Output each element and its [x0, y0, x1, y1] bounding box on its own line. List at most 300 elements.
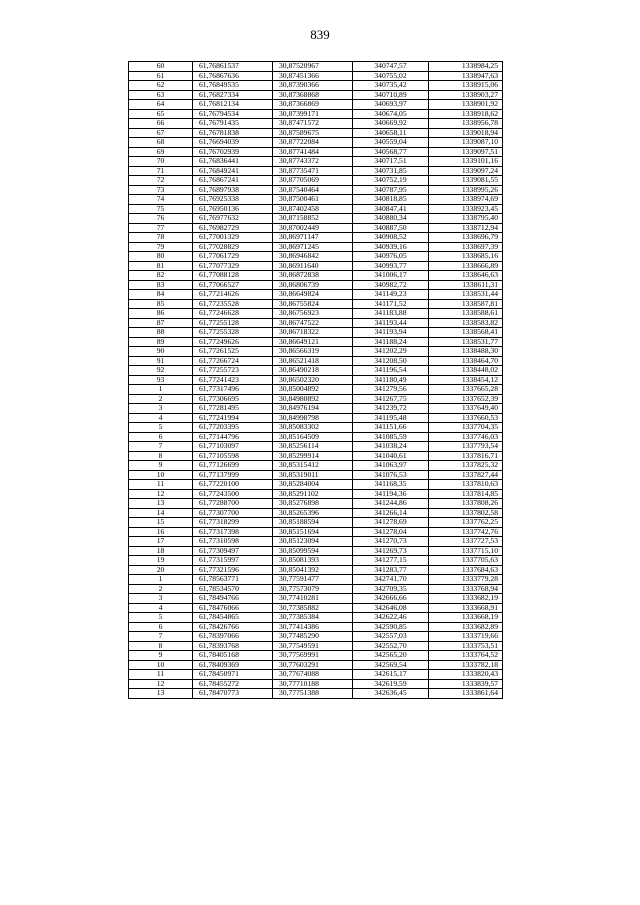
point-number-cell: 77 — [129, 223, 193, 233]
longitude-cell: 30,86747522 — [273, 318, 353, 328]
y-coordinate-cell: 1339097,51 — [429, 147, 503, 157]
longitude-cell: 30,86502320 — [273, 375, 353, 385]
table-row — [129, 613, 503, 623]
x-coordinate-cell: 341151,66 — [353, 423, 429, 433]
table-row — [129, 138, 503, 148]
x-coordinate-cell: 341202,29 — [353, 347, 429, 357]
x-coordinate-cell: 341283,77 — [353, 565, 429, 575]
x-coordinate-cell: 341038,24 — [353, 442, 429, 452]
latitude-cell: 61,78405168 — [193, 651, 273, 661]
latitude-cell: 61,76982729 — [193, 223, 273, 233]
point-number-cell: 12 — [129, 489, 193, 499]
y-coordinate-cell: 1333719,66 — [429, 632, 503, 642]
table-row — [129, 385, 503, 395]
table-row — [129, 318, 503, 328]
point-number-cell: 73 — [129, 185, 193, 195]
point-number-cell: 91 — [129, 356, 193, 366]
point-number-cell: 76 — [129, 214, 193, 224]
latitude-cell: 61,77028829 — [193, 242, 273, 252]
y-coordinate-cell: 1338646,63 — [429, 271, 503, 281]
latitude-cell: 61,77318299 — [193, 518, 273, 528]
table-row — [129, 223, 503, 233]
latitude-cell: 61,77306695 — [193, 394, 273, 404]
y-coordinate-cell: 1338464,70 — [429, 356, 503, 366]
table-row — [129, 527, 503, 537]
point-number-cell: 20 — [129, 565, 193, 575]
table-row — [129, 641, 503, 651]
longitude-cell: 30,85083302 — [273, 423, 353, 433]
page-number: 839 — [310, 27, 330, 42]
x-coordinate-cell: 341180,49 — [353, 375, 429, 385]
longitude-cell: 30,85004892 — [273, 385, 353, 395]
latitude-cell: 61,76897938 — [193, 185, 273, 195]
latitude-cell: 61,78393768 — [193, 641, 273, 651]
y-coordinate-cell: 1338685,16 — [429, 252, 503, 262]
point-number-cell: 6 — [129, 622, 193, 632]
x-coordinate-cell: 342565,20 — [353, 651, 429, 661]
coordinates-table — [128, 61, 503, 699]
x-coordinate-cell: 341270,73 — [353, 537, 429, 547]
y-coordinate-cell: 1338568,41 — [429, 328, 503, 338]
latitude-cell: 61,78455272 — [193, 679, 273, 689]
longitude-cell: 30,85276898 — [273, 499, 353, 509]
latitude-cell: 61,77261525 — [193, 347, 273, 357]
longitude-cell: 30,87471572 — [273, 119, 353, 129]
table-row — [129, 660, 503, 670]
table-row — [129, 337, 503, 347]
longitude-cell: 30,87735471 — [273, 166, 353, 176]
y-coordinate-cell: 1333779,28 — [429, 575, 503, 585]
longitude-cell: 30,87368868 — [273, 90, 353, 100]
point-number-cell: 10 — [129, 660, 193, 670]
x-coordinate-cell: 340755,02 — [353, 71, 429, 81]
table-row — [129, 233, 503, 243]
table-row — [129, 176, 503, 186]
longitude-cell: 30,87366869 — [273, 100, 353, 110]
table-row — [129, 214, 503, 224]
point-number-cell: 11 — [129, 480, 193, 490]
y-coordinate-cell: 1339081,55 — [429, 176, 503, 186]
latitude-cell: 61,77309497 — [193, 546, 273, 556]
longitude-cell: 30,86756923 — [273, 309, 353, 319]
point-number-cell: 78 — [129, 233, 193, 243]
x-coordinate-cell: 341193,44 — [353, 318, 429, 328]
table-row — [129, 489, 503, 499]
table-row — [129, 679, 503, 689]
x-coordinate-cell: 340658,11 — [353, 128, 429, 138]
x-coordinate-cell: 340880,34 — [353, 214, 429, 224]
latitude-cell: 61,78426766 — [193, 622, 273, 632]
point-number-cell: 70 — [129, 157, 193, 167]
y-coordinate-cell: 1337684,63 — [429, 565, 503, 575]
point-number-cell: 8 — [129, 451, 193, 461]
point-number-cell: 6 — [129, 432, 193, 442]
table-row — [129, 280, 503, 290]
y-coordinate-cell: 1338696,79 — [429, 233, 503, 243]
point-number-cell: 19 — [129, 556, 193, 566]
table-row — [129, 252, 503, 262]
y-coordinate-cell: 1338903,27 — [429, 90, 503, 100]
table-row — [129, 81, 503, 91]
x-coordinate-cell: 340982,72 — [353, 280, 429, 290]
latitude-cell: 61,77266724 — [193, 356, 273, 366]
latitude-cell: 61,77144796 — [193, 432, 273, 442]
point-number-cell: 75 — [129, 204, 193, 214]
table-row — [129, 185, 503, 195]
x-coordinate-cell: 340976,05 — [353, 252, 429, 262]
table-row — [129, 119, 503, 129]
y-coordinate-cell: 1333668,19 — [429, 613, 503, 623]
y-coordinate-cell: 1337649,40 — [429, 404, 503, 414]
latitude-cell: 61,77249626 — [193, 337, 273, 347]
point-number-cell: 90 — [129, 347, 193, 357]
x-coordinate-cell: 340559,04 — [353, 138, 429, 148]
point-number-cell: 82 — [129, 271, 193, 281]
y-coordinate-cell: 1338918,62 — [429, 109, 503, 119]
longitude-cell: 30,85291102 — [273, 489, 353, 499]
latitude-cell: 61,78563771 — [193, 575, 273, 585]
longitude-cell: 30,86649121 — [273, 337, 353, 347]
longitude-cell: 30,87500461 — [273, 195, 353, 205]
x-coordinate-cell: 341239,72 — [353, 404, 429, 414]
latitude-cell: 61,78494766 — [193, 594, 273, 604]
table-row — [129, 309, 503, 319]
longitude-cell: 30,77485290 — [273, 632, 353, 642]
longitude-cell: 30,85099594 — [273, 546, 353, 556]
longitude-cell: 30,87741484 — [273, 147, 353, 157]
longitude-cell: 30,77591477 — [273, 575, 353, 585]
y-coordinate-cell: 1337660,53 — [429, 413, 503, 423]
y-coordinate-cell: 1337727,53 — [429, 537, 503, 547]
longitude-cell: 30,85188594 — [273, 518, 353, 528]
y-coordinate-cell: 1338666,89 — [429, 261, 503, 271]
x-coordinate-cell: 340735,42 — [353, 81, 429, 91]
x-coordinate-cell: 341195,48 — [353, 413, 429, 423]
table-row — [129, 71, 503, 81]
latitude-cell: 61,77203395 — [193, 423, 273, 433]
x-coordinate-cell: 342590,85 — [353, 622, 429, 632]
longitude-cell: 30,86971147 — [273, 233, 353, 243]
latitude-cell: 61,76694039 — [193, 138, 273, 148]
longitude-cell: 30,86806739 — [273, 280, 353, 290]
latitude-cell: 61,77066527 — [193, 280, 273, 290]
latitude-cell: 61,77001329 — [193, 233, 273, 243]
longitude-cell: 30,86649824 — [273, 290, 353, 300]
x-coordinate-cell: 340908,52 — [353, 233, 429, 243]
table-row — [129, 128, 503, 138]
longitude-cell: 30,87520967 — [273, 62, 353, 72]
latitude-cell: 61,77321596 — [193, 565, 273, 575]
latitude-cell: 61,76925338 — [193, 195, 273, 205]
x-coordinate-cell: 341085,59 — [353, 432, 429, 442]
table-row — [129, 290, 503, 300]
x-coordinate-cell: 342636,45 — [353, 689, 429, 699]
point-number-cell: 61 — [129, 71, 193, 81]
x-coordinate-cell: 341277,15 — [353, 556, 429, 566]
y-coordinate-cell: 1338984,25 — [429, 62, 503, 72]
latitude-cell: 61,76849241 — [193, 166, 273, 176]
table-row — [129, 546, 503, 556]
point-number-cell: 72 — [129, 176, 193, 186]
longitude-cell: 30,84998798 — [273, 413, 353, 423]
longitude-cell: 30,77549591 — [273, 641, 353, 651]
y-coordinate-cell: 1333682,19 — [429, 594, 503, 604]
y-coordinate-cell: 1337793,54 — [429, 442, 503, 452]
x-coordinate-cell: 340731,85 — [353, 166, 429, 176]
x-coordinate-cell: 341267,75 — [353, 394, 429, 404]
table-row — [129, 271, 503, 281]
table-row — [129, 62, 503, 72]
y-coordinate-cell: 1337810,63 — [429, 480, 503, 490]
x-coordinate-cell: 341183,88 — [353, 309, 429, 319]
latitude-cell: 61,76867241 — [193, 176, 273, 186]
point-number-cell: 62 — [129, 81, 193, 91]
latitude-cell: 61,76836441 — [193, 157, 273, 167]
latitude-cell: 61,76977632 — [193, 214, 273, 224]
table-row — [129, 632, 503, 642]
table-row — [129, 109, 503, 119]
latitude-cell: 61,77214626 — [193, 290, 273, 300]
y-coordinate-cell: 1339087,10 — [429, 138, 503, 148]
point-number-cell: 80 — [129, 252, 193, 262]
longitude-cell: 30,87540464 — [273, 185, 353, 195]
longitude-cell: 30,86566319 — [273, 347, 353, 357]
table-row — [129, 575, 503, 585]
x-coordinate-cell: 341171,52 — [353, 299, 429, 309]
y-coordinate-cell: 1338611,31 — [429, 280, 503, 290]
latitude-cell: 61,77061729 — [193, 252, 273, 262]
longitude-cell: 30,85299914 — [273, 451, 353, 461]
y-coordinate-cell: 1338587,81 — [429, 299, 503, 309]
latitude-cell: 61,76950136 — [193, 204, 273, 214]
y-coordinate-cell: 1337816,71 — [429, 451, 503, 461]
table-row — [129, 166, 503, 176]
table-row — [129, 423, 503, 433]
point-number-cell: 1 — [129, 385, 193, 395]
longitude-cell: 30,77674088 — [273, 670, 353, 680]
y-coordinate-cell: 1338923,45 — [429, 204, 503, 214]
y-coordinate-cell: 1338588,61 — [429, 309, 503, 319]
latitude-cell: 61,77243500 — [193, 489, 273, 499]
point-number-cell: 8 — [129, 641, 193, 651]
table-row — [129, 413, 503, 423]
y-coordinate-cell: 1338974,69 — [429, 195, 503, 205]
longitude-cell: 30,86872838 — [273, 271, 353, 281]
longitude-cell: 30,85123094 — [273, 537, 353, 547]
latitude-cell: 61,76702939 — [193, 147, 273, 157]
table-row — [129, 622, 503, 632]
y-coordinate-cell: 1337746,03 — [429, 432, 503, 442]
point-number-cell: 9 — [129, 651, 193, 661]
x-coordinate-cell: 341269,73 — [353, 546, 429, 556]
point-number-cell: 17 — [129, 537, 193, 547]
y-coordinate-cell: 1338454,12 — [429, 375, 503, 385]
x-coordinate-cell: 342569,54 — [353, 660, 429, 670]
point-number-cell: 69 — [129, 147, 193, 157]
latitude-cell: 61,77126699 — [193, 461, 273, 471]
table-row — [129, 461, 503, 471]
table-row — [129, 432, 503, 442]
point-number-cell: 67 — [129, 128, 193, 138]
latitude-cell: 61,76812134 — [193, 100, 273, 110]
x-coordinate-cell: 342557,03 — [353, 632, 429, 642]
longitude-cell: 30,77751388 — [273, 689, 353, 699]
x-coordinate-cell: 341193,94 — [353, 328, 429, 338]
point-number-cell: 74 — [129, 195, 193, 205]
table-row — [129, 261, 503, 271]
point-number-cell: 93 — [129, 375, 193, 385]
table-row — [129, 651, 503, 661]
latitude-cell: 61,77105598 — [193, 451, 273, 461]
table-row — [129, 100, 503, 110]
longitude-cell: 30,87743372 — [273, 157, 353, 167]
x-coordinate-cell: 340717,51 — [353, 157, 429, 167]
y-coordinate-cell: 1333782,18 — [429, 660, 503, 670]
y-coordinate-cell: 1338901,92 — [429, 100, 503, 110]
latitude-cell: 61,76791435 — [193, 119, 273, 129]
x-coordinate-cell: 341194,36 — [353, 489, 429, 499]
x-coordinate-cell: 340752,19 — [353, 176, 429, 186]
longitude-cell: 30,84976194 — [273, 404, 353, 414]
table-row — [129, 242, 503, 252]
longitude-cell: 30,85041392 — [273, 565, 353, 575]
latitude-cell: 61,77246628 — [193, 309, 273, 319]
table-row — [129, 347, 503, 357]
x-coordinate-cell: 340993,77 — [353, 261, 429, 271]
longitude-cell: 30,85284004 — [273, 480, 353, 490]
x-coordinate-cell: 341168,35 — [353, 480, 429, 490]
y-coordinate-cell: 1338956,78 — [429, 119, 503, 129]
point-number-cell: 14 — [129, 508, 193, 518]
latitude-cell: 61,77103097 — [193, 442, 273, 452]
point-number-cell: 11 — [129, 670, 193, 680]
y-coordinate-cell: 1338448,02 — [429, 366, 503, 376]
longitude-cell: 30,77385882 — [273, 603, 353, 613]
point-number-cell: 81 — [129, 261, 193, 271]
longitude-cell: 30,87158852 — [273, 214, 353, 224]
longitude-cell: 30,77603291 — [273, 660, 353, 670]
point-number-cell: 9 — [129, 461, 193, 471]
point-number-cell: 7 — [129, 632, 193, 642]
latitude-cell: 61,77255723 — [193, 366, 273, 376]
longitude-cell: 30,77385384 — [273, 613, 353, 623]
point-number-cell: 84 — [129, 290, 193, 300]
y-coordinate-cell: 1333768,94 — [429, 584, 503, 594]
table-row — [129, 689, 503, 699]
longitude-cell: 30,87002449 — [273, 223, 353, 233]
longitude-cell: 30,87705069 — [273, 176, 353, 186]
point-number-cell: 86 — [129, 309, 193, 319]
longitude-cell: 30,86755824 — [273, 299, 353, 309]
table-row — [129, 157, 503, 167]
table-row — [129, 404, 503, 414]
x-coordinate-cell: 341196,54 — [353, 366, 429, 376]
point-number-cell: 3 — [129, 404, 193, 414]
longitude-cell: 30,85164509 — [273, 432, 353, 442]
x-coordinate-cell: 340787,95 — [353, 185, 429, 195]
x-coordinate-cell: 341278,69 — [353, 518, 429, 528]
point-number-cell: 10 — [129, 470, 193, 480]
latitude-cell: 61,77137999 — [193, 470, 273, 480]
longitude-cell: 30,87722084 — [273, 138, 353, 148]
x-coordinate-cell: 341149,23 — [353, 290, 429, 300]
point-number-cell: 92 — [129, 366, 193, 376]
longitude-cell: 30,77414386 — [273, 622, 353, 632]
y-coordinate-cell: 1338697,39 — [429, 242, 503, 252]
x-coordinate-cell: 341208,50 — [353, 356, 429, 366]
latitude-cell: 61,76861537 — [193, 62, 273, 72]
table-row — [129, 195, 503, 205]
latitude-cell: 61,77235528 — [193, 299, 273, 309]
y-coordinate-cell: 1338995,26 — [429, 185, 503, 195]
x-coordinate-cell: 340568,77 — [353, 147, 429, 157]
y-coordinate-cell: 1338712,94 — [429, 223, 503, 233]
x-coordinate-cell: 342615,17 — [353, 670, 429, 680]
longitude-cell: 30,85319011 — [273, 470, 353, 480]
point-number-cell: 4 — [129, 603, 193, 613]
longitude-cell: 30,77710188 — [273, 679, 353, 689]
table-row — [129, 394, 503, 404]
table-row — [129, 565, 503, 575]
y-coordinate-cell: 1339097,24 — [429, 166, 503, 176]
latitude-cell: 61,77317398 — [193, 527, 273, 537]
x-coordinate-cell: 340847,41 — [353, 204, 429, 214]
latitude-cell: 61,78397066 — [193, 632, 273, 642]
x-coordinate-cell: 340939,16 — [353, 242, 429, 252]
table-row — [129, 556, 503, 566]
x-coordinate-cell: 342666,66 — [353, 594, 429, 604]
y-coordinate-cell: 1337827,44 — [429, 470, 503, 480]
x-coordinate-cell: 341006,17 — [353, 271, 429, 281]
point-number-cell: 60 — [129, 62, 193, 72]
longitude-cell: 30,85151694 — [273, 527, 353, 537]
latitude-cell: 61,78454865 — [193, 613, 273, 623]
point-number-cell: 16 — [129, 527, 193, 537]
x-coordinate-cell: 341279,56 — [353, 385, 429, 395]
longitude-cell: 30,87589675 — [273, 128, 353, 138]
latitude-cell: 61,77220100 — [193, 480, 273, 490]
y-coordinate-cell: 1337825,32 — [429, 461, 503, 471]
longitude-cell: 30,87390366 — [273, 81, 353, 91]
y-coordinate-cell: 1339018,94 — [429, 128, 503, 138]
x-coordinate-cell: 340747,57 — [353, 62, 429, 72]
point-number-cell: 65 — [129, 109, 193, 119]
point-number-cell: 85 — [129, 299, 193, 309]
longitude-cell: 30,86718322 — [273, 328, 353, 338]
longitude-cell: 30,87402458 — [273, 204, 353, 214]
point-number-cell: 68 — [129, 138, 193, 148]
point-number-cell: 2 — [129, 394, 193, 404]
y-coordinate-cell: 1333820,43 — [429, 670, 503, 680]
table-row — [129, 299, 503, 309]
table-row — [129, 451, 503, 461]
latitude-cell: 61,76849535 — [193, 81, 273, 91]
point-number-cell: 18 — [129, 546, 193, 556]
x-coordinate-cell: 340674,05 — [353, 109, 429, 119]
x-coordinate-cell: 340669,92 — [353, 119, 429, 129]
y-coordinate-cell: 1333764,52 — [429, 651, 503, 661]
point-number-cell: 71 — [129, 166, 193, 176]
x-coordinate-cell: 341076,53 — [353, 470, 429, 480]
point-number-cell: 87 — [129, 318, 193, 328]
y-coordinate-cell: 1337715,10 — [429, 546, 503, 556]
y-coordinate-cell: 1337652,39 — [429, 394, 503, 404]
coordinates-table-body — [129, 62, 503, 699]
longitude-cell: 30,84980892 — [273, 394, 353, 404]
point-number-cell: 15 — [129, 518, 193, 528]
latitude-cell: 61,77241423 — [193, 375, 273, 385]
y-coordinate-cell: 1333668,91 — [429, 603, 503, 613]
